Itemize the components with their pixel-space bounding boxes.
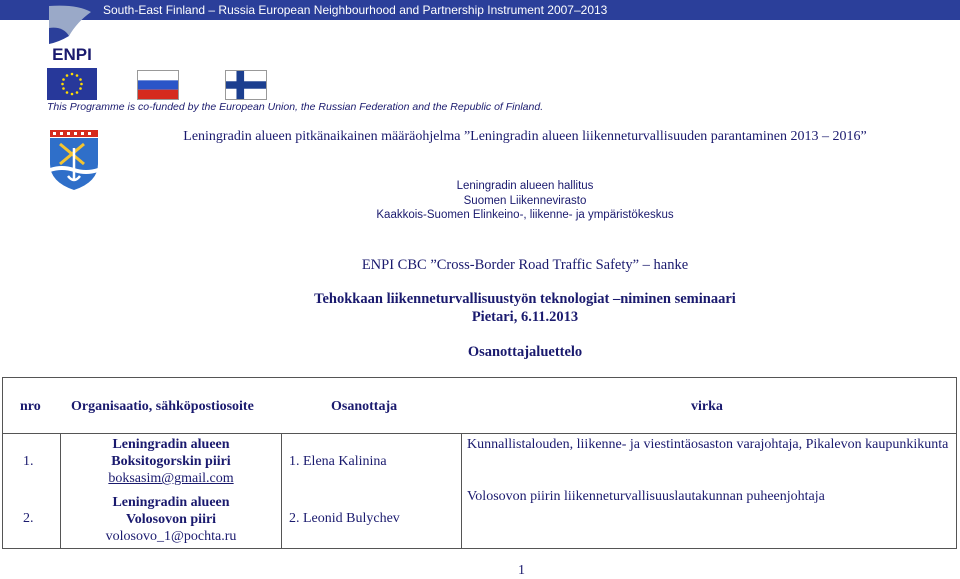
column-divider (461, 433, 462, 548)
column-divider (281, 433, 282, 548)
row-number: 2. (23, 511, 34, 526)
email-text: volosovo_1@pochta.ru (105, 529, 237, 544)
organization-cell (61, 436, 281, 487)
organizers-list (0, 179, 960, 223)
organizer-item: Suomen Liikennevirasto (463, 194, 587, 207)
participant-table (2, 377, 957, 549)
seminar-place-date: Pietari, 6.11.2013 (471, 309, 579, 325)
position-text: Kunnallistalouden, liikenne- ja viestintäosaston varajohtaja, Pikalevon kaupunkikunta (467, 437, 949, 452)
page-number: 1 (518, 563, 525, 578)
seminar-heading (0, 290, 960, 326)
header-organization: Organisaatio, sähköpostiosoite (71, 399, 254, 414)
row-number: 1. (23, 454, 34, 469)
organization-district: Volosovon piiri (125, 512, 217, 527)
participant-name: 2. Leonid Bulychev (289, 511, 400, 526)
header-virka: virka (691, 399, 723, 414)
email-link[interactable]: boksasim@gmail.com (108, 471, 234, 486)
organizer-item: Kaakkois-Suomen Elinkeino-, liikenne- ja ympäristökeskus (376, 209, 674, 221)
organization-cell (61, 494, 281, 545)
program-title: Leningradin alueen pitkänaikainen määräohjelma ”Leningradin alueen liikenneturvallisuuden parantaminen 2013 – 2016” (183, 129, 867, 144)
eu-flag-icon (47, 68, 97, 100)
seminar-title: Tehokkaan liikenneturvallisuustyön teknologiat –niminen seminaari (314, 291, 736, 307)
program-banner-text: South-East Finland – Russia European Neighbourhood and Partnership Instrument 2007–2013 (103, 3, 608, 17)
russia-flag-icon (137, 70, 179, 100)
header-participant: Osanottaja (331, 399, 398, 414)
enpi-logo (47, 2, 97, 70)
participant-name: 1. Elena Kalinina (289, 454, 387, 469)
organization-region: Leningradin alueen (112, 495, 230, 510)
header-nro: nro (20, 399, 41, 414)
project-title: ENPI CBC ”Cross-Border Road Traffic Safety” – hanke (361, 257, 689, 273)
enpi-logo-text: ENPI (52, 45, 92, 64)
position-text: Volosovon piirin liikenneturvallisuuslautakunnan puheenjohtaja (467, 489, 825, 504)
finland-flag-icon (225, 70, 267, 100)
cofund-note: This Programme is co-funded by the European Union, the Russian Federation and the Republic of Finland. (47, 101, 544, 113)
header-divider (3, 433, 956, 434)
program-banner (0, 0, 960, 20)
list-title: Osanottajaluettelo (467, 344, 583, 360)
organizer-item: Leningradin alueen hallitus (456, 180, 594, 192)
organization-district: Boksitogorskin piiri (111, 454, 231, 469)
organization-region: Leningradin alueen (112, 437, 230, 452)
